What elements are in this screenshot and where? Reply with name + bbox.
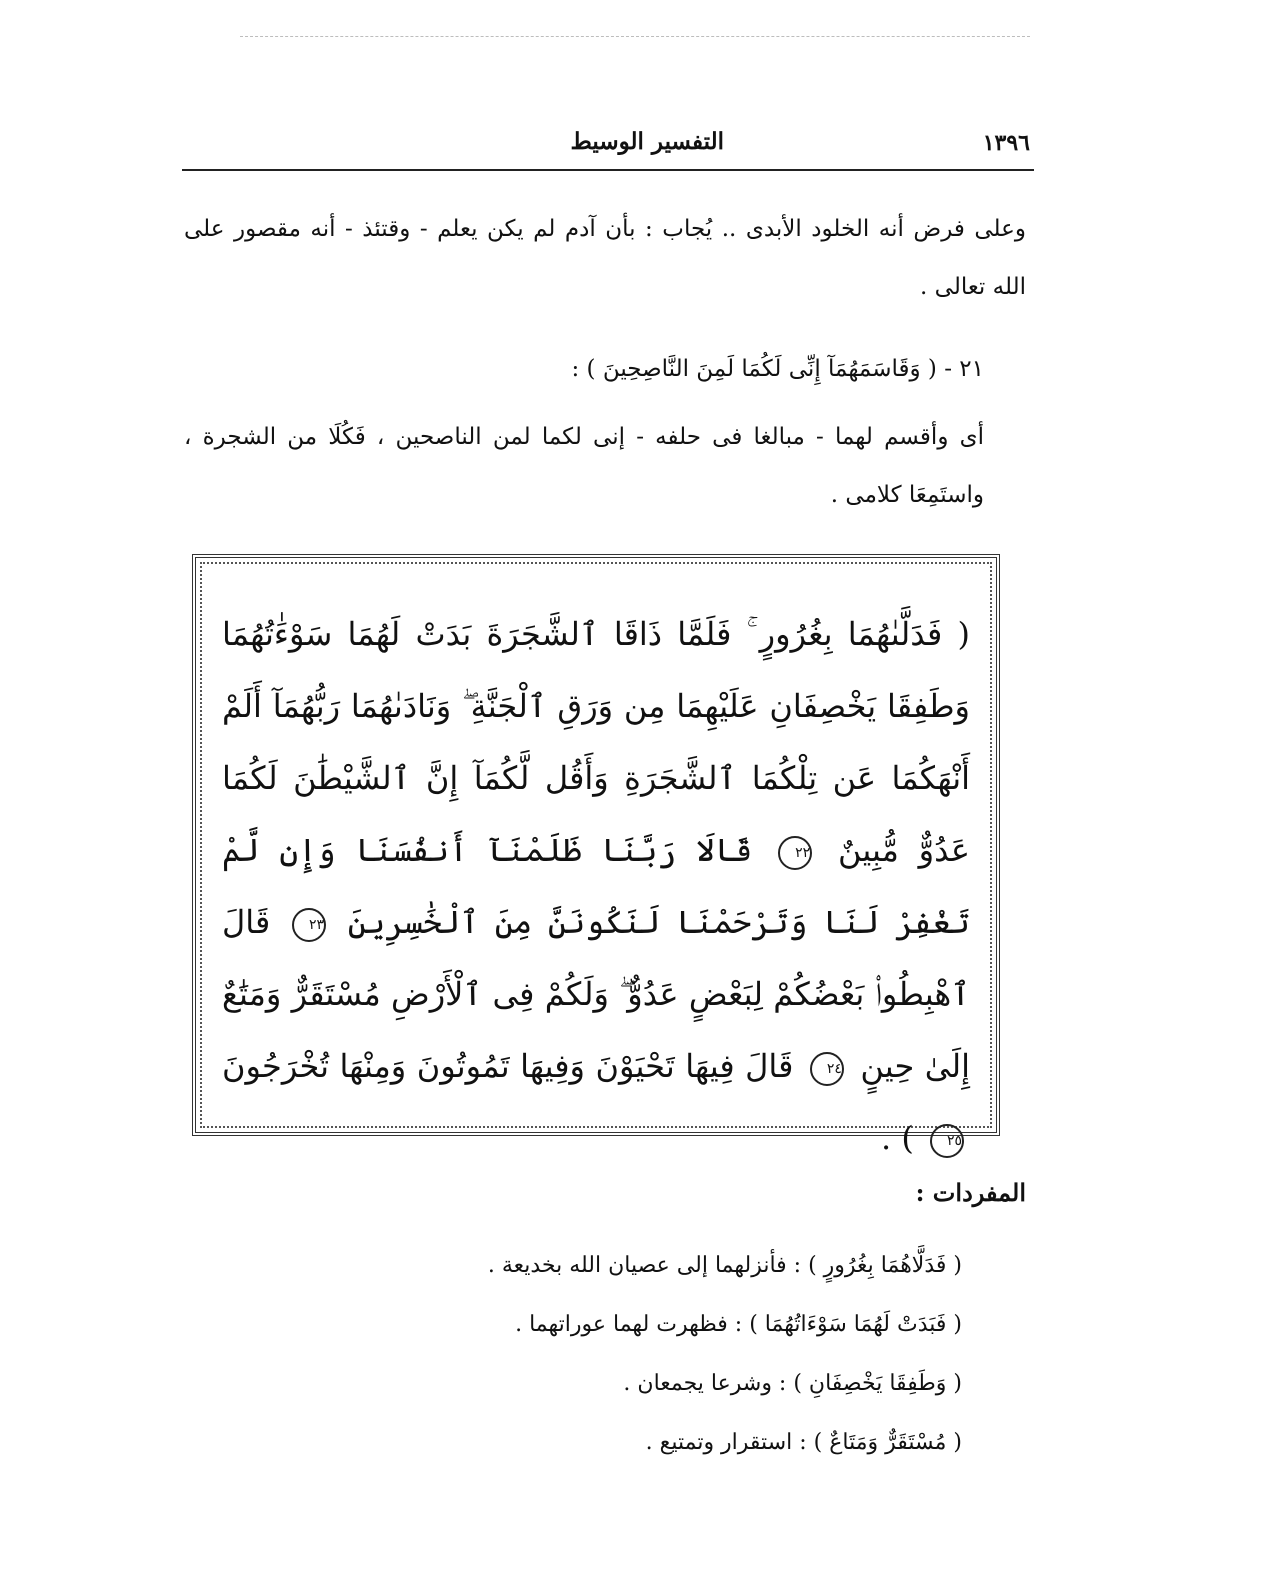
ayah-number-marker: ٢٤ xyxy=(810,1052,844,1086)
header-divider xyxy=(182,169,1034,171)
ayah-number-marker: ٢٥ xyxy=(930,1124,964,1158)
vocabulary-meaning: : فأنزلهما إلى عصيان الله بخديعة . xyxy=(487,1253,802,1278)
vocabulary-term: ( وَطَفِقَا يَخْصِفَانِ ) xyxy=(793,1371,962,1396)
vocabulary-meaning: : وشرعا يجمعان . xyxy=(623,1371,787,1396)
paragraph-intro: وعلى فرض أنه الخلود الأبدى .. يُجاب : بأن آدم لم يكن يعلم - وقتئذ - أنه مقصور على الله تعالى . xyxy=(184,216,1026,300)
top-scan-rule xyxy=(240,36,1030,37)
quran-verse-text xyxy=(222,598,971,1157)
vocabulary-item xyxy=(184,1413,962,1472)
vocabulary-term: ( فَبَدَتْ لَهُمَا سَوْءَاتُهُمَا ) xyxy=(749,1312,962,1337)
vocabulary-item xyxy=(184,1354,962,1413)
verse-segment: قَالَ فِيهَا تَحْيَوْنَ وَفِيهَا تَمُوتُونَ وَمِنْهَا تُخْرَجُونَ xyxy=(222,1047,794,1085)
vocabulary-list xyxy=(184,1236,962,1472)
vocabulary-item xyxy=(184,1236,962,1295)
running-header xyxy=(182,124,1034,172)
vocabulary-heading: المفردات : xyxy=(915,1178,1026,1207)
page-number: ١٣٩٦ xyxy=(982,130,1030,156)
verse-segment: قَالَا رَبَّنَا ظَلَمْنَآ أَنفُسَنَا وَإِن لَّمْ تَغْفِرْ لَنَا وَتَرْحَمْنَا لَنَكُونَنَّ مِنَ ٱلْخَٰسِرِينَ xyxy=(222,831,971,941)
paragraph-explanation: أى وأقسم لهما - مبالغا فى حلفه - إنى لكما لمن الناصحين ، فَكُلَا من الشجرة ، واستَمِعَا كلامى . xyxy=(184,424,984,508)
ayah-number-marker: ٢٣ xyxy=(292,908,326,942)
vocabulary-meaning: : فظهرت لهما عوراتهما . xyxy=(515,1312,743,1337)
verse-segment: قَالَ ٱهْبِطُوا۟ بَعْضُكُمْ لِبَعْضٍ عَدُوٌّ ۖ وَلَكُمْ فِى ٱلْأَرْضِ مُسْتَقَرٌّ وَمَتَٰعٌ إِلَىٰ حِينٍ xyxy=(222,903,971,1085)
ayah-number-marker: ٢٢ xyxy=(778,836,812,870)
vocabulary-term: ( مُسْتَقَرٌّ وَمَتَاعٌ ) xyxy=(813,1430,962,1455)
book-title: التفسير الوسيط xyxy=(570,128,724,155)
vocabulary-term: ( فَدَلَّاهُمَا بِغُرُورٍ ) xyxy=(808,1253,962,1278)
verse-closing: ) . xyxy=(881,1119,914,1157)
vocabulary-meaning: : استقرار وتمتيع . xyxy=(645,1430,807,1455)
vocabulary-item xyxy=(184,1295,962,1354)
verse-heading-21: ٢١ - ( وَقَاسَمَهُمَآ إِنِّى لَكُمَا لَمِنَ النَّاصِحِينَ ) : xyxy=(571,356,984,382)
verse-segment: ( فَدَلَّىٰهُمَا بِغُرُورٍ ۚ فَلَمَّا ذَاقَا ٱلشَّجَرَةَ بَدَتْ لَهُمَا سَوْءَٰتُهُمَا وَطَفِقَا يَخْصِفَانِ عَلَيْهِمَا مِن وَرَقِ ٱلْجَنَّةِ ۖ وَنَادَىٰهُمَا رَبُّهُمَآ أَلَمْ أَنْهَكُمَا عَن تِلْكُمَا ٱلشَّجَرَةِ وَأَقُل لَّكُمَآ إِنَّ ٱلشَّيْطَٰنَ لَكُمَا عَدُوٌّ مُّبِينٌ xyxy=(222,615,971,869)
quran-verse-frame xyxy=(192,554,1000,1157)
